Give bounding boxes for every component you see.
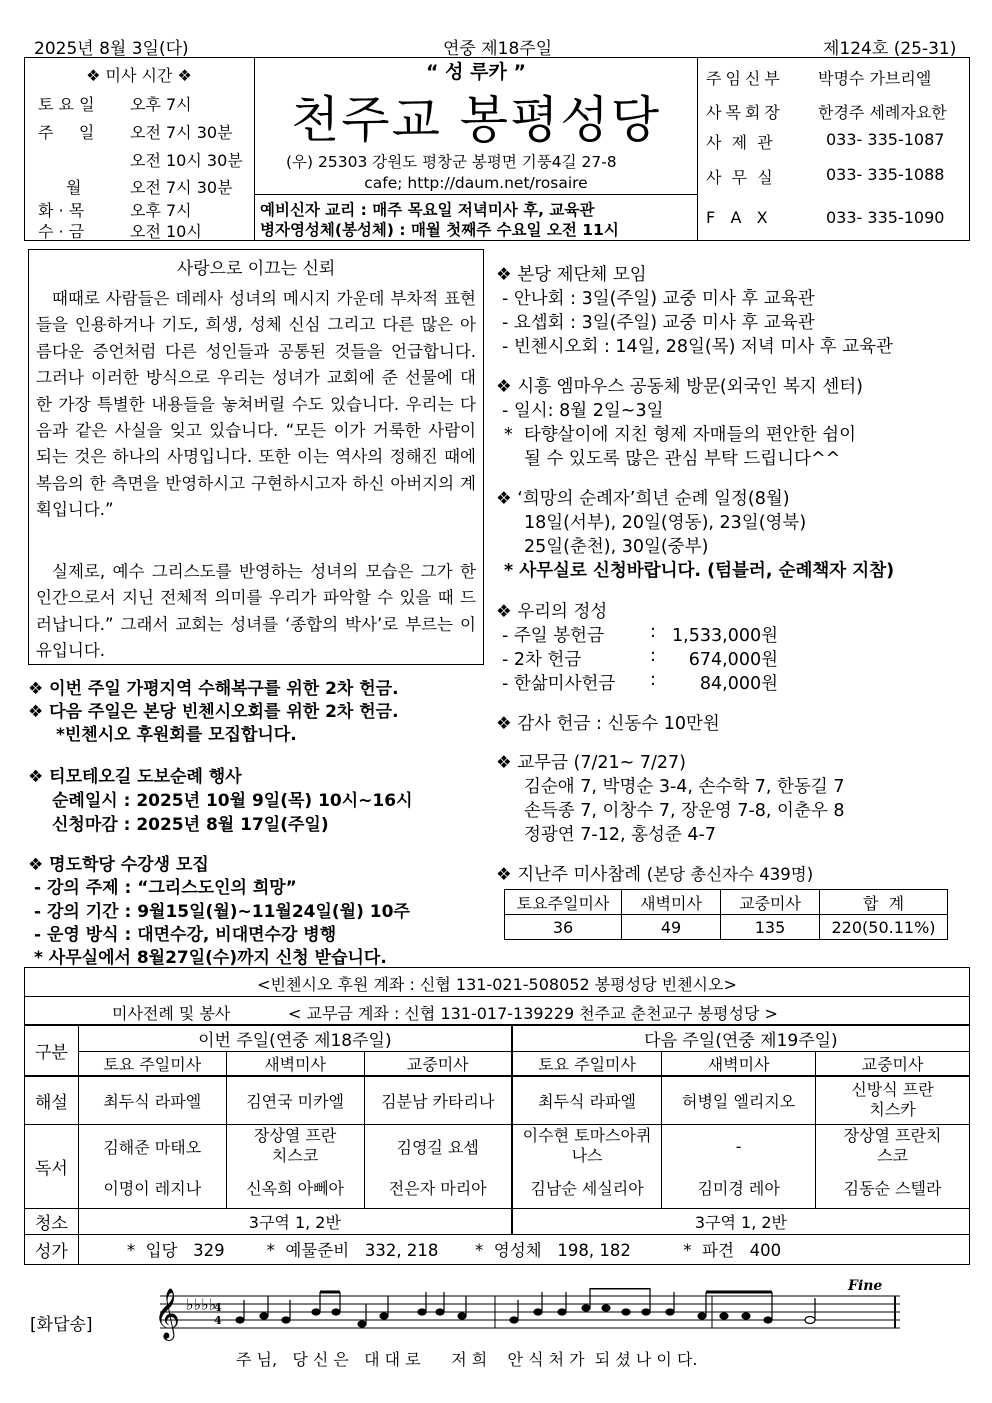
mass-time: 오전 10시 bbox=[130, 222, 202, 241]
reading-cell: 전은자 마리아 bbox=[364, 1168, 512, 1208]
service-table bbox=[24, 1025, 970, 1265]
attendance-header: 새벽미사 bbox=[622, 890, 721, 915]
music-notes bbox=[236, 1288, 815, 1327]
notice-collection-this-week: ❖ 이번 주일 가평지역 수해복구를 위한 2차 헌금. bbox=[28, 679, 399, 699]
notice-vincent-recruit: *빈첸시오 후원회를 모집합니다. bbox=[56, 725, 297, 745]
psalm-score bbox=[150, 1288, 900, 1344]
offering-amount: 674,000원 bbox=[688, 650, 778, 670]
contact-label: 주임신부 bbox=[706, 69, 784, 88]
contact-value: 033- 335-1088 bbox=[826, 165, 945, 184]
attendance-value: 135 bbox=[721, 915, 820, 940]
reading-cell: - bbox=[662, 1124, 816, 1168]
mass-header: 토요 주일미사 bbox=[78, 1052, 226, 1077]
mass-day: 토 요 일 bbox=[38, 95, 95, 114]
mass-header: 새벽미사 bbox=[226, 1052, 364, 1077]
issue-number: 제124호 (25-31) bbox=[823, 39, 957, 59]
commentary-cell: 최두식 라파엘 bbox=[78, 1076, 226, 1124]
cleaning-label: 청소 bbox=[25, 1208, 79, 1234]
offering-label: - 주일 봉헌금 bbox=[502, 626, 604, 646]
attendance-header: 토요주일미사 bbox=[505, 890, 622, 915]
notice-pilgrimage-date: 순례일시 : 2025년 10월 9일(목) 10시~16시 bbox=[52, 791, 413, 811]
reading-cell: 김미경 레아 bbox=[662, 1168, 816, 1208]
mass-day: 수 · 금 bbox=[38, 222, 85, 241]
dues-list: 정광연 7-12, 홍성준 4-7 bbox=[524, 825, 716, 845]
mass-header: 교중미사 bbox=[364, 1052, 512, 1077]
reading-cell: 장상열 프란치스코 bbox=[816, 1124, 970, 1168]
parish-name: 천주교 봉평성당 bbox=[291, 91, 661, 149]
offering-label: - 한삶미사헌금 bbox=[502, 674, 616, 694]
hope-note: * 사무실로 신청바랍니다. (텀블러, 순례책자 지참) bbox=[504, 561, 895, 581]
attendance-title bbox=[496, 861, 813, 886]
notice-collection-next-week: ❖ 다음 주일은 본당 빈첸시오회를 위한 2차 헌금. bbox=[28, 702, 399, 722]
offering-sep: : bbox=[650, 670, 656, 690]
contact-value: 한경주 세례자요한 bbox=[818, 103, 947, 122]
commentary-cell: 신방식 프란치스카 bbox=[816, 1076, 970, 1124]
attendance-value: 49 bbox=[622, 915, 721, 940]
reading-cell: 장상열 프란치스코 bbox=[226, 1124, 364, 1168]
mass-day: 월 bbox=[66, 178, 82, 197]
notice-pilgrimage-title: ❖ 티모테오길 도보순례 행사 bbox=[28, 767, 242, 787]
liturgical-season: 연중 제18주일 bbox=[443, 39, 553, 59]
catechumen-class: 예비신자 교리 : 매주 목요일 저녁미사 후, 교육관 bbox=[260, 201, 595, 219]
contact-value: 박명수 가브리엘 bbox=[818, 69, 932, 88]
commentary-cell: 김연국 미카엘 bbox=[226, 1076, 364, 1124]
mass-time: 오후 7시 bbox=[130, 201, 192, 220]
mass-header: 교중미사 bbox=[816, 1052, 970, 1077]
vincent-account: <빈첸시오 후원 계좌 : 신협 131-021-508052 봉평성당 빈첸시오> bbox=[257, 975, 737, 994]
this-week-header: 이번 주일(연중 제18주일) bbox=[78, 1026, 512, 1052]
thanks-offering: ❖ 감사 헌금 : 신동수 10만원 bbox=[496, 714, 720, 734]
attendance-value: 36 bbox=[505, 915, 622, 940]
emmaus-date: - 일시: 8월 2일~3일 bbox=[502, 401, 664, 421]
emmaus-title: ❖ 시흥 엠마우스 공동체 방문(외국인 복지 센터) bbox=[496, 377, 864, 397]
cafe-url: cafe; http://daum.net/rosaire bbox=[364, 174, 588, 192]
psalm-label: [화답송] bbox=[30, 1315, 93, 1335]
contact-label: 사목회장 bbox=[706, 103, 784, 122]
article-title: 사랑으로 이끄는 신뢰 bbox=[176, 259, 336, 279]
mass-time: 오전 7시 30분 bbox=[130, 123, 233, 142]
psalm-lyrics: 주 님, 당 신 은 대 대 로 저 희 안 식 처 가 되 셨 나 이 다. bbox=[236, 1350, 698, 1369]
attendance-header: 합 계 bbox=[820, 890, 948, 915]
dues-list: 김순애 7, 박명순 3-4, 손수학 7, 한동길 7 bbox=[524, 777, 845, 797]
fine-marking: Fine bbox=[848, 1278, 883, 1294]
emmaus-note: * 타향살이에 지친 형제 자매들의 편안한 쉼이 bbox=[504, 425, 856, 445]
contact-label: 사 무 실 bbox=[706, 168, 773, 187]
emmaus-note: 될 수 있도록 많은 관심 부탁 드립니다^^ bbox=[524, 449, 841, 469]
attendance-subtitle: (본당 총신자수 439명) bbox=[646, 865, 814, 884]
article-paragraph-2: 실제로, 예수 그리스도를 반영하는 성녀의 모습은 그가 한 인간으로서 지닌 전체적 의미를 우리가 파악할 수 있을 때 드러납니다.” 그래서 교회는 성녀를 ‘종합의 박사’로 부르는 이유입니다. bbox=[36, 562, 476, 661]
cleaning-cell: 3구역 1, 2반 bbox=[78, 1208, 512, 1234]
notice-school-period: - 강의 기간 : 9월15일(월)~11월24일(월) 10주 bbox=[34, 902, 410, 922]
mass-times-title: ❖ 미사 시간 ❖ bbox=[86, 66, 192, 85]
mass-day: 주 일 bbox=[38, 123, 95, 142]
contact-value: 033- 335-1090 bbox=[826, 208, 945, 227]
reading-cell: 김동순 스텔라 bbox=[816, 1168, 970, 1208]
groups-title: ❖ 본당 제단체 모임 bbox=[496, 265, 647, 285]
attendance-title-text: ❖ 지난주 미사참례 bbox=[496, 865, 642, 885]
reading-cell: 이명이 레지나 bbox=[78, 1168, 226, 1208]
group-meeting: - 안나회 : 3일(주일) 교중 미사 후 교육관 bbox=[502, 289, 815, 309]
mass-header: 새벽미사 bbox=[662, 1052, 816, 1077]
parish-address: (우) 25303 강원도 평창군 봉평면 기풍4길 27-8 bbox=[286, 153, 617, 171]
article-paragraph-1: 때때로 사람들은 데레사 성녀의 메시지 가운데 부차적 표현들을 인용하거나 기도, 희생, 성체 신심 그리고 다른 많은 아름다운 증언처럼 다른 성인들과 공통된 것들을 언급합니다. 그러나 이러한 방식으로 우리는 성녀가 교회에 준 선물에 대한 가장 특별한 내용들을 놓쳐버릴 수도 있습니다. 우리는 다음과 같은 사실을 잊고 있습니다. “모든 이가 거룩한 사람이 되는 것은 하나의 사명입니다. 또한 이는 역사의 정해진 때에 복음의 한 측면을 반영하시고 구현하시고자 하신 아버지의 계획입니다.” bbox=[36, 289, 476, 520]
dues-list: 손득종 7, 이창수 7, 장운영 7-8, 이춘우 8 bbox=[524, 801, 845, 821]
commentary-cell: 허병일 엘리지오 bbox=[662, 1076, 816, 1124]
dues-title: ❖ 교무금 (7/21~ 7/27) bbox=[496, 753, 687, 773]
hope-schedule: 18일(서부), 20일(영동), 23일(영북) bbox=[524, 513, 807, 533]
reading-cell: 김해준 마태오 bbox=[78, 1124, 226, 1168]
offering-sep: : bbox=[650, 622, 656, 642]
commentary-label: 해설 bbox=[25, 1076, 79, 1124]
offering-label: - 2차 헌금 bbox=[502, 650, 582, 670]
mass-time: 오전 7시 30분 bbox=[130, 178, 233, 197]
mass-time: 오전 10시 30분 bbox=[130, 151, 243, 170]
sick-communion: 병자영성체(봉성체) : 매월 첫째주 수요일 오전 11시 bbox=[260, 221, 619, 239]
contact-label: F A X bbox=[706, 208, 768, 227]
reading-cell: 김남순 세실리아 bbox=[512, 1168, 662, 1208]
attendance-header: 교중미사 bbox=[721, 890, 820, 915]
cleaning-cell: 3구역 1, 2반 bbox=[512, 1208, 970, 1234]
notice-school-topic: - 강의 주제 : “그리스도인의 희망” bbox=[34, 878, 297, 898]
flat-icon: ♭♭♭♭ bbox=[186, 1295, 217, 1314]
mass-day: 화 · 목 bbox=[38, 201, 85, 220]
contact-value: 033- 335-1087 bbox=[826, 130, 945, 149]
time-signature-top: 4 bbox=[214, 1301, 222, 1314]
offering-amount: 1,533,000원 bbox=[672, 626, 778, 646]
liturgy-label: 미사전례 및 봉사 bbox=[112, 1004, 231, 1023]
treble-clef-icon: 𝄞 bbox=[154, 1288, 181, 1339]
offering-amount: 84,000원 bbox=[699, 674, 778, 694]
offering-sep: : bbox=[650, 646, 656, 666]
group-meeting: - 빈첸시오회 : 14일, 28일(목) 저녁 미사 후 교육관 bbox=[502, 337, 893, 357]
hope-pilgrimage-title: ❖ ‘희망의 순례자’희년 순례 일정(8월) bbox=[496, 489, 790, 509]
commentary-cell: 최두식 라파엘 bbox=[512, 1076, 662, 1124]
hymn-numbers: * 입당 329 * 예물준비 332, 218 * 영성체 198, 182 * 파견 400 bbox=[78, 1234, 969, 1264]
offering-title: ❖ 우리의 정성 bbox=[496, 602, 608, 622]
mass-header: 토요 주일미사 bbox=[512, 1052, 662, 1077]
notice-pilgrimage-deadline: 신청마감 : 2025년 8월 17일(주일) bbox=[52, 815, 329, 835]
contact-label: 사 제 관 bbox=[706, 133, 773, 152]
reading-cell: 신옥희 아뻬아 bbox=[226, 1168, 364, 1208]
reading-label: 독서 bbox=[25, 1124, 79, 1208]
reading-cell: 이수현 토마스아퀴나스 bbox=[512, 1124, 662, 1168]
col-label: 구분 bbox=[25, 1026, 79, 1077]
issue-date: 2025년 8월 3일(다) bbox=[34, 39, 189, 59]
attendance-value: 220(50.11%) bbox=[820, 915, 948, 940]
hymn-label: 성가 bbox=[25, 1234, 79, 1264]
notice-school-method: - 운영 방식 : 대면수강, 비대면수강 병행 bbox=[34, 925, 337, 945]
group-meeting: - 요셉회 : 3일(주일) 교중 미사 후 교육관 bbox=[502, 313, 815, 333]
time-signature-bottom: 4 bbox=[214, 1314, 222, 1327]
next-week-header: 다음 주일(연중 제19주일) bbox=[512, 1026, 970, 1052]
reading-cell: 김영길 요셉 bbox=[364, 1124, 512, 1168]
hope-schedule: 25일(춘천), 30일(중부) bbox=[524, 537, 709, 557]
notice-school-title: ❖ 명도학당 수강생 모집 bbox=[28, 855, 209, 875]
notice-school-apply: * 사무실에서 8월27일(수)까지 신청 받습니다. bbox=[34, 948, 387, 968]
dues-account: < 교무금 계좌 : 신협 131-017-139229 천주교 춘천교구 봉평성당 > bbox=[288, 1004, 778, 1023]
attendance-table bbox=[504, 889, 948, 940]
commentary-cell: 김분남 카타리나 bbox=[364, 1076, 512, 1124]
mass-time: 오후 7시 bbox=[130, 95, 192, 114]
patron-saint: “ 성 루카 ” bbox=[426, 61, 526, 83]
